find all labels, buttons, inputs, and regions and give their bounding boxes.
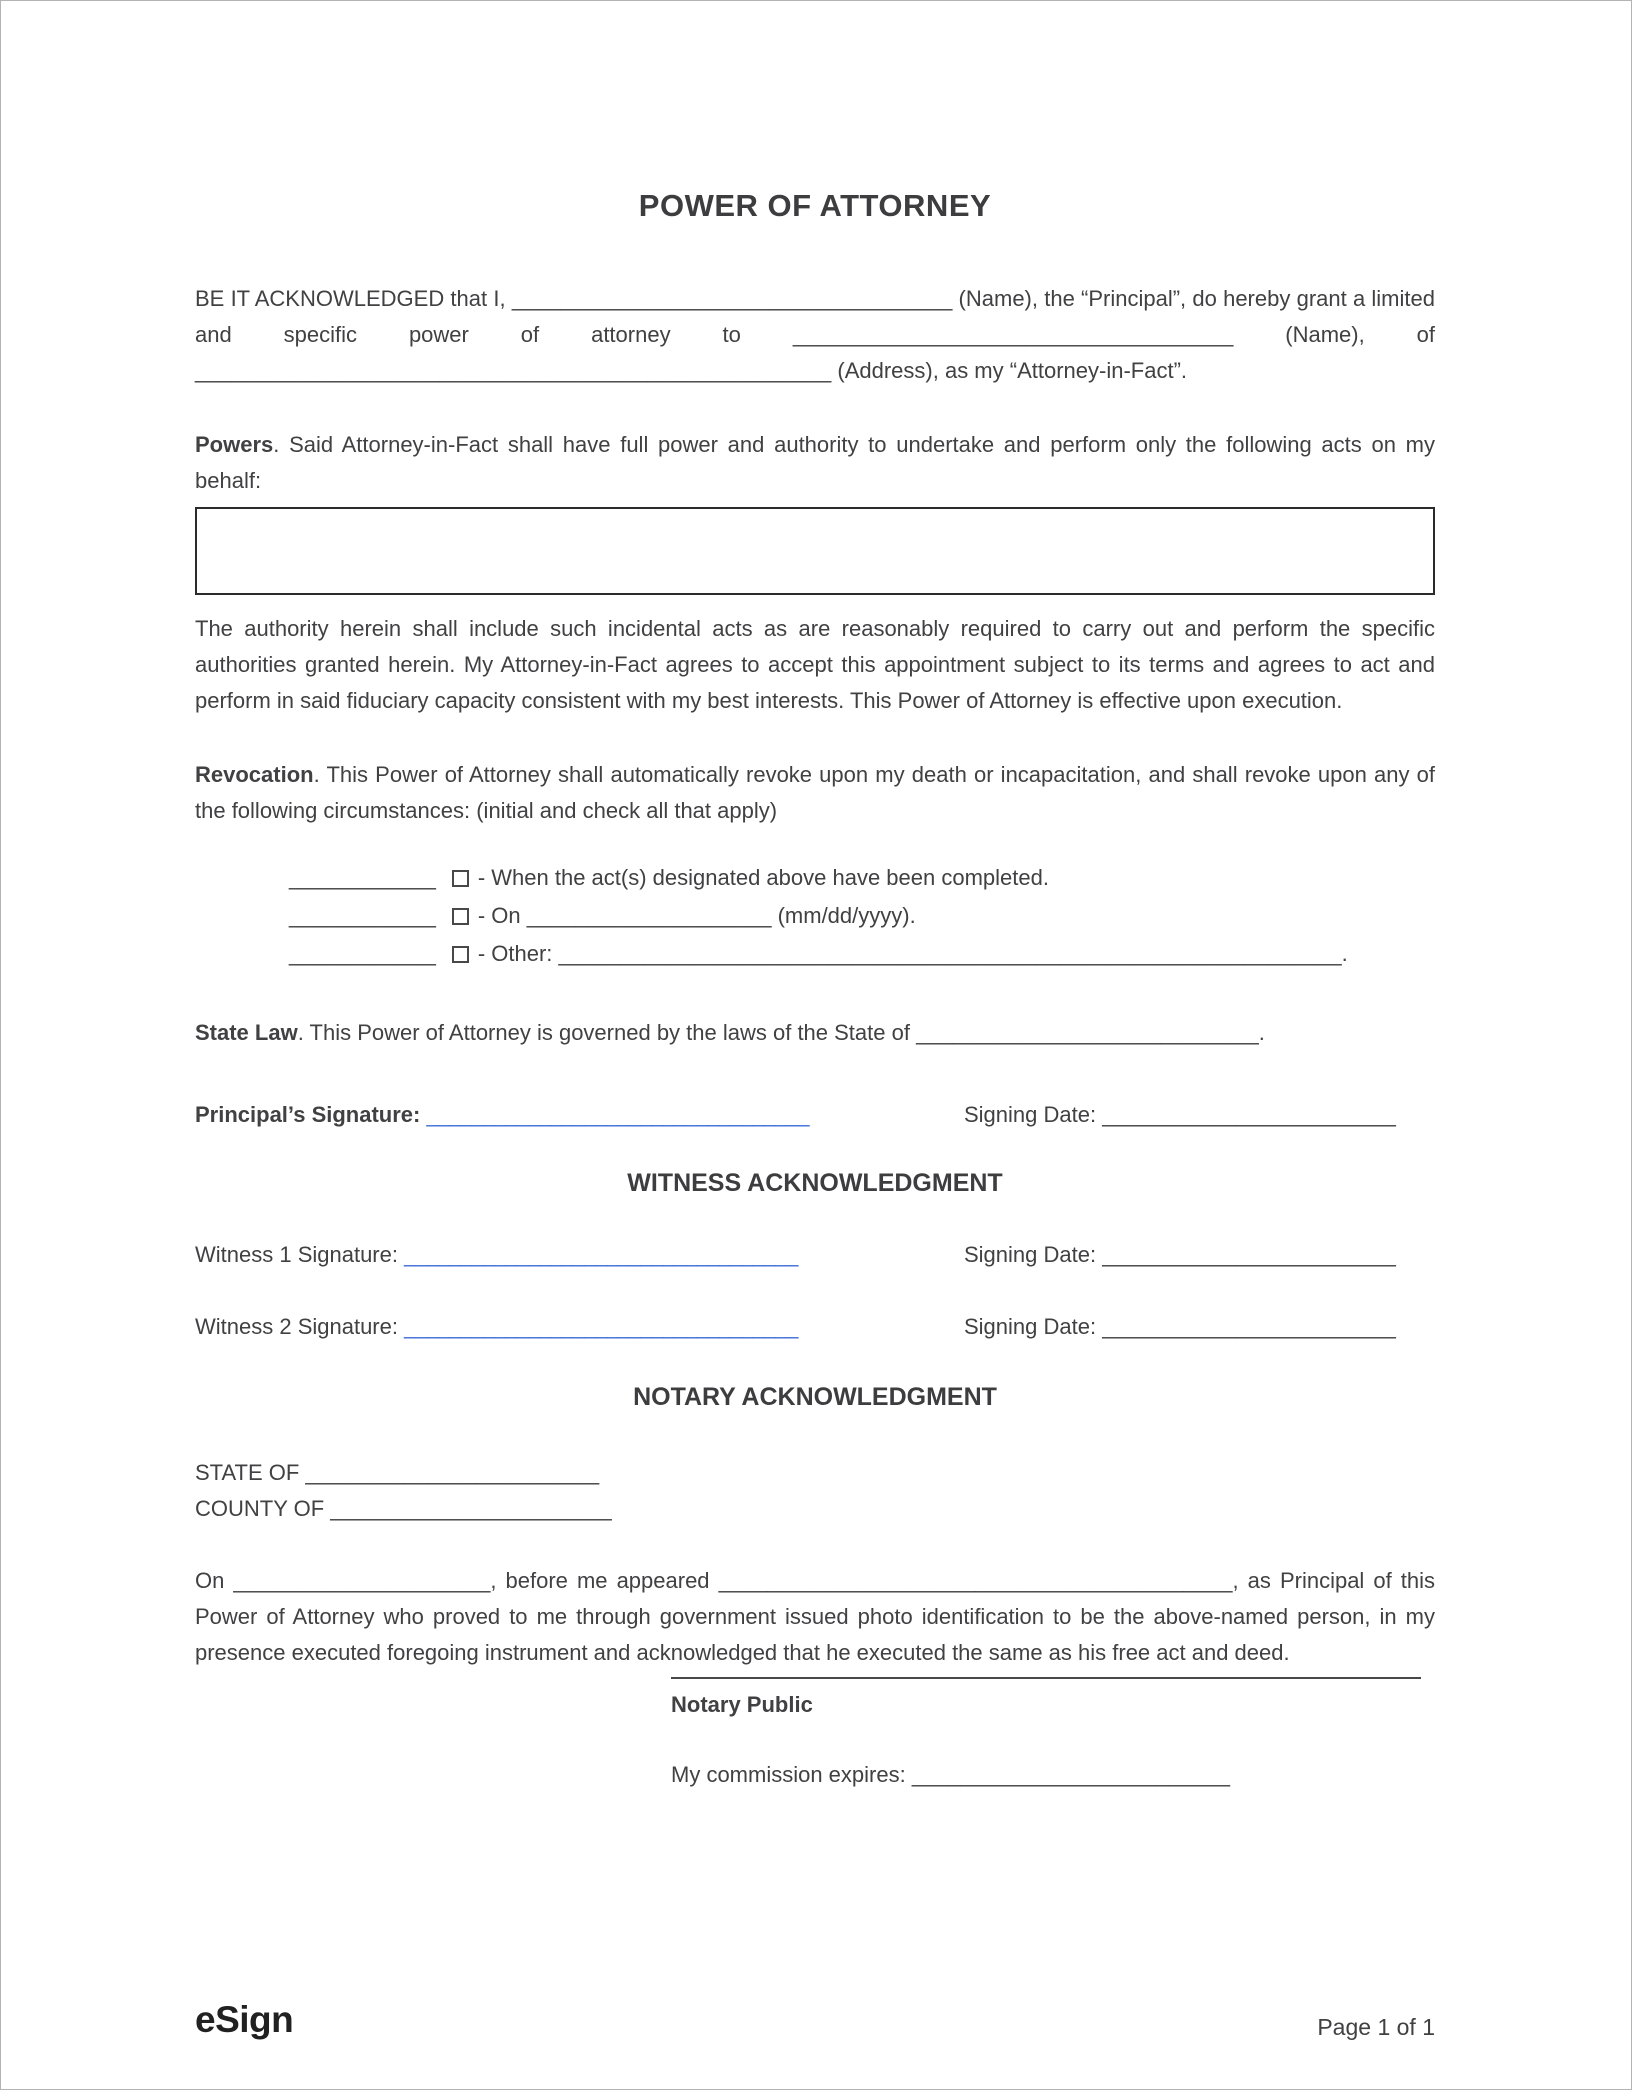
notary-paragraph — [195, 1563, 1435, 1671]
witness2-signature-label: Witness 2 Signature: — [195, 1314, 398, 1339]
notary-text: On — [195, 1568, 225, 1593]
agent-address-blank[interactable]: ____________________________________________________ — [195, 358, 832, 383]
intro-paragraph — [195, 281, 1435, 389]
option-text: - When the act(s) designated above have been completed. — [477, 865, 1049, 890]
notary-public-label: Notary Public — [671, 1692, 813, 1717]
state-law-period: . — [1258, 1020, 1265, 1045]
notary-text: , as Principal of this Power of Attorney who proved to me through government issued photo identification to be the above-named person, in my presence executed foregoing instrument and acknowledged that he executed the same as his free act and deed. — [195, 1568, 1435, 1665]
state-of-label: STATE OF — [195, 1460, 300, 1485]
witness2-signature-cell — [195, 1309, 964, 1345]
revocation-option-completed — [195, 859, 1435, 897]
notary-on-date-blank[interactable]: _____________________ — [233, 1568, 491, 1593]
state-name-blank[interactable]: ____________________________ — [916, 1020, 1259, 1045]
option-text: . — [1341, 941, 1348, 966]
principal-appeared-name-blank[interactable]: __________________________________________ — [718, 1568, 1233, 1593]
notary-signature-block — [671, 1677, 1421, 1793]
principal-signature-label: Principal’s Signature: — [195, 1102, 421, 1127]
intro-text: BE IT ACKNOWLEDGED that I, — [195, 286, 506, 311]
witness1-signature-row — [195, 1237, 1435, 1273]
commission-label: My commission expires: — [671, 1762, 906, 1787]
notary-heading: NOTARY ACKNOWLEDGMENT — [633, 1383, 997, 1411]
revocation-label: Revocation — [195, 762, 314, 787]
revocation-option-other — [195, 935, 1435, 973]
revocation-options — [195, 859, 1435, 973]
powers-paragraph — [195, 427, 1435, 499]
signing-date-label: Signing Date: — [964, 1242, 1097, 1267]
signing-date-cell — [964, 1309, 1435, 1345]
checkbox-icon[interactable] — [452, 870, 469, 887]
principal-name-blank[interactable]: ____________________________________ — [511, 286, 953, 311]
principal-signature-cell — [195, 1097, 964, 1133]
witness1-signature-blank[interactable]: ___________________________________ — [404, 1242, 798, 1267]
on-date-blank[interactable]: ____________________ — [526, 903, 772, 928]
signing-date-label: Signing Date: — [964, 1102, 1097, 1127]
witness2-signature-row — [195, 1309, 1435, 1345]
option-text: - On — [477, 903, 521, 928]
agent-name-blank[interactable]: ____________________________________ — [792, 322, 1234, 347]
state-of-blank[interactable]: ________________________ — [305, 1460, 600, 1485]
signing-date-cell — [964, 1237, 1435, 1273]
initials-blank[interactable]: ____________ — [289, 865, 436, 890]
state-law-paragraph — [195, 1015, 1435, 1051]
signing-date-blank[interactable]: ________________________ — [1102, 1102, 1396, 1127]
commission-line — [671, 1757, 1421, 1793]
other-blank[interactable]: ________________________________________________________________ — [558, 941, 1342, 966]
revocation-option-date — [195, 897, 1435, 935]
witness1-signature-label: Witness 1 Signature: — [195, 1242, 398, 1267]
option-text: (mm/dd/yyyy). — [777, 903, 916, 928]
page-number: Page 1 of 1 — [1317, 2014, 1435, 2040]
state-law-text: . This Power of Attorney is governed by the laws of the State of — [297, 1020, 910, 1045]
powers-box[interactable] — [195, 507, 1435, 595]
intro-text: (Name), of — [1285, 322, 1436, 347]
esign-logo: eSign — [195, 1999, 294, 2040]
authority-paragraph: The authority herein shall include such incidental acts as are reasonably required to carry out and perform the specific authorities granted herein. My Attorney-in-Fact agrees to accept this appointment subject to its terms and agrees to act and perform in said fiduciary capacity consistent with my best interests. This Power of Attorney is effective upon execution. — [195, 616, 1435, 713]
powers-text: . Said Attorney-in-Fact shall have full power and authority to undertake and perform only the following acts on my behalf: — [195, 432, 1435, 493]
revocation-paragraph — [195, 757, 1435, 829]
powers-label: Powers — [195, 432, 274, 457]
initials-blank[interactable]: ____________ — [289, 941, 436, 966]
state-law-label: State Law — [195, 1020, 298, 1045]
county-of-label: COUNTY OF — [195, 1496, 325, 1521]
page-footer — [195, 1999, 1435, 2041]
revocation-text: . This Power of Attorney shall automatically revoke upon my death or incapacitation, and shall revoke upon any of the following circumstances: (initial and check all that apply) — [195, 762, 1435, 823]
witness1-signature-cell — [195, 1237, 964, 1273]
page-title: POWER OF ATTORNEY — [638, 188, 992, 223]
principal-signature-row — [195, 1097, 1435, 1133]
option-text: - Other: — [477, 941, 553, 966]
witness-heading: WITNESS ACKNOWLEDGMENT — [627, 1169, 1003, 1197]
signing-date-cell — [964, 1097, 1435, 1133]
county-of-line — [195, 1491, 1435, 1527]
signing-date-blank[interactable]: ________________________ — [1102, 1314, 1396, 1339]
signing-date-label: Signing Date: — [964, 1314, 1097, 1339]
initials-blank[interactable]: ____________ — [289, 903, 436, 928]
intro-text: (Address), as my “Attorney-in-Fact”. — [837, 358, 1188, 383]
state-of-line — [195, 1455, 1435, 1491]
notary-text: , before me appeared — [490, 1568, 710, 1593]
notary-signature-line[interactable] — [671, 1677, 1421, 1679]
checkbox-icon[interactable] — [452, 908, 469, 925]
checkbox-icon[interactable] — [452, 946, 469, 963]
principal-signature-blank[interactable]: __________________________________ — [426, 1102, 809, 1127]
intro-text: (Name), the “Principal”, do hereby grant a limited and specific power of attorney to — [195, 286, 1435, 347]
signing-date-blank[interactable]: ________________________ — [1102, 1242, 1396, 1267]
county-of-blank[interactable]: _______________________ — [330, 1496, 612, 1521]
commission-expiry-blank[interactable]: __________________________ — [911, 1762, 1230, 1787]
document-content — [195, 187, 1435, 1793]
witness2-signature-blank[interactable]: ___________________________________ — [404, 1314, 798, 1339]
